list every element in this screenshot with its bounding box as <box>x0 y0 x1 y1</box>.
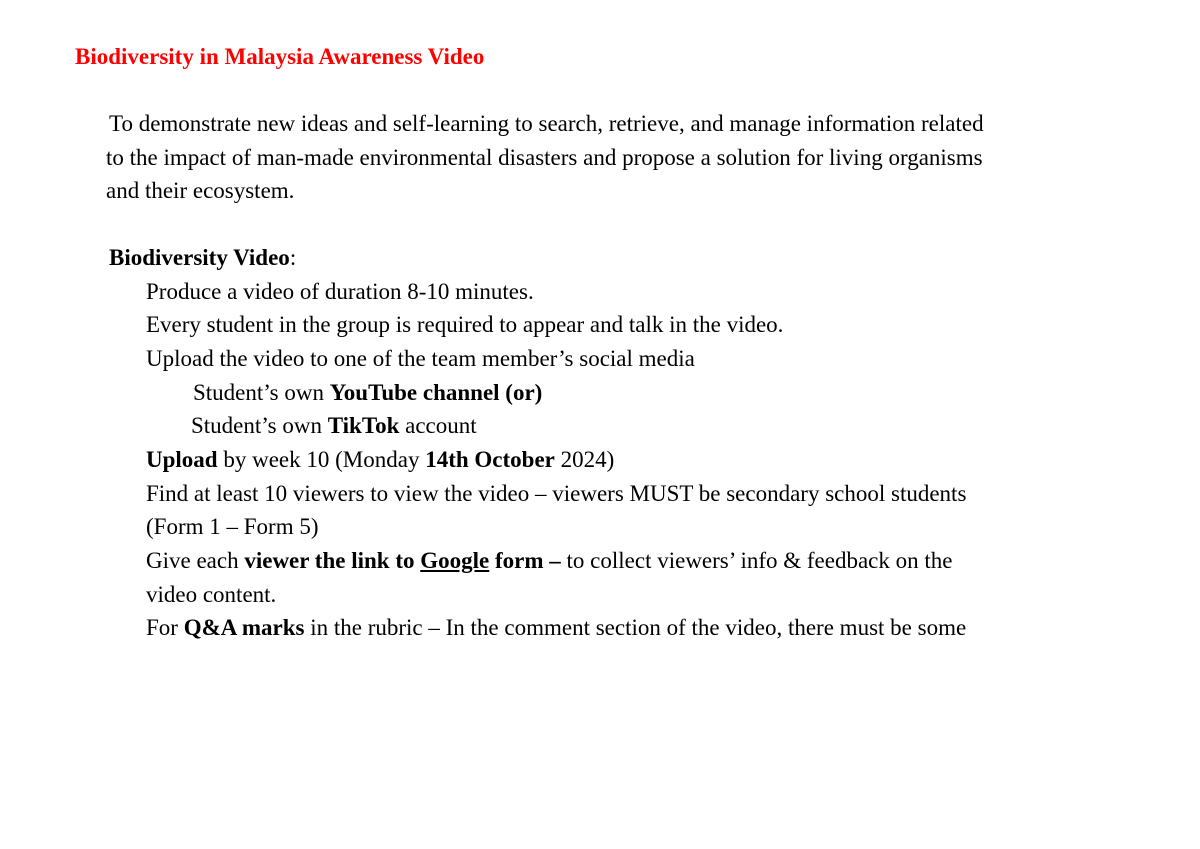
list-item-upload-social: Upload the video to one of the team member’s social media <box>146 346 695 371</box>
section-heading-bold: Biodiversity Video <box>109 245 290 270</box>
section-heading-colon: : <box>289 245 297 270</box>
tiktok-prefix: Student’s own <box>191 413 328 438</box>
qa-marks-text: Q&A marks <box>183 615 305 640</box>
form-bold-2: form – <box>489 548 561 573</box>
sub-item-tiktok <box>191 411 477 441</box>
section-heading <box>109 243 296 273</box>
list-item-viewers-line-2: (Form 1 – Form 5) <box>146 514 319 539</box>
document-title: Biodiversity in Malaysia Awareness Video <box>75 44 485 69</box>
list-item-appear: Every student in the group is required to appear and talk in the video. <box>146 312 784 337</box>
list-item-deadline <box>146 445 614 475</box>
intro-line-3: and their ecosystem. <box>106 178 295 203</box>
tiktok-suffix: account <box>399 413 477 438</box>
youtube-prefix: Student’s own <box>193 380 330 405</box>
deadline-date: 14th October <box>425 447 555 472</box>
sub-item-youtube <box>193 378 542 408</box>
qa-prefix: For <box>146 615 184 640</box>
tiktok-text: TikTok <box>327 413 400 438</box>
list-item-form-line-2: video content. <box>146 582 277 607</box>
form-bold-1: viewer the link to <box>244 548 421 573</box>
form-suffix: to collect viewers’ info & feedback on the <box>560 548 953 573</box>
list-item-viewers-line-1: Find at least 10 viewers to view the video – viewers MUST be secondary school students <box>146 481 967 506</box>
form-google-text: Google <box>420 548 490 573</box>
list-item-duration: Produce a video of duration 8-10 minutes. <box>146 279 534 304</box>
intro-line-1: To demonstrate new ideas and self-learning to search, retrieve, and manage information related <box>109 111 984 136</box>
youtube-channel-text: YouTube channel (or) <box>329 380 543 405</box>
list-item-form-line-1 <box>146 546 952 576</box>
intro-line-2: to the impact of man-made environmental disasters and propose a solution for living organisms <box>106 145 983 170</box>
form-prefix: Give each <box>146 548 245 573</box>
qa-suffix: in the rubric – In the comment section of the video, there must be some <box>304 615 967 640</box>
deadline-mid: by week 10 (Monday <box>217 447 426 472</box>
list-item-qa <box>146 613 966 643</box>
deadline-year: 2024) <box>554 447 615 472</box>
deadline-upload: Upload <box>146 447 218 472</box>
